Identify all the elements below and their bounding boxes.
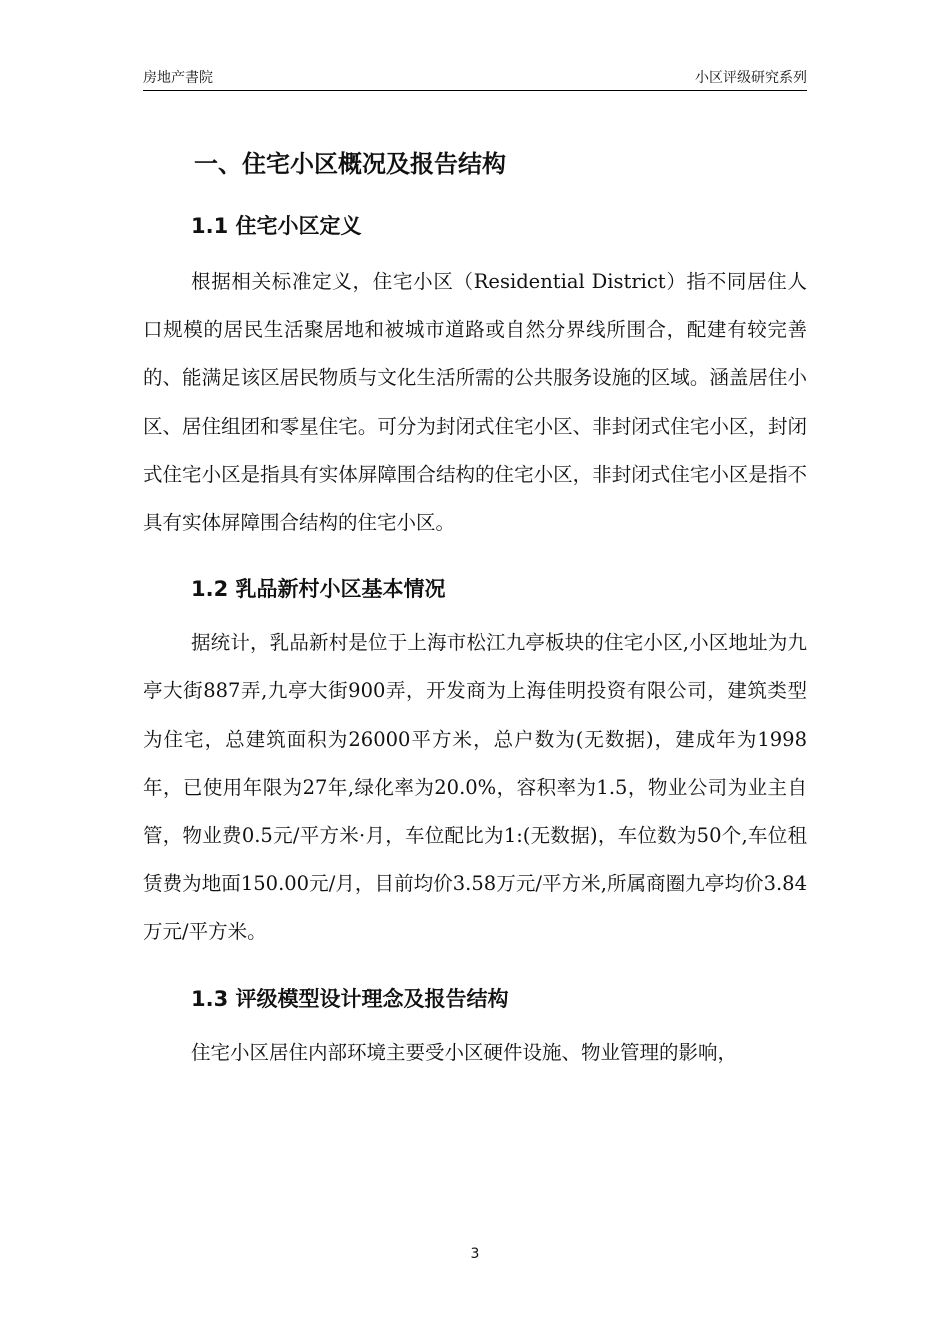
chapter-title: 一、住宅小区概况及报告结构 (194, 150, 506, 178)
page-number: 3 (470, 1246, 480, 1262)
section-1-3-paragraph: 住宅小区居住内部环境主要受小区硬件设施、物业管理的影响， (191, 1040, 738, 1064)
section-title-1-3: 1.3 评级模型设计理念及报告结构 (191, 986, 509, 1011)
section-title-1-1: 1.1 住宅小区定义 (191, 214, 362, 238)
header-series-title: 小区评级研究系列 (695, 70, 807, 86)
section-title-1-2: 1.2 乳品新村小区基本情况 (191, 577, 446, 602)
section-1-1-paragraph: 根据相关标准定义，住宅小区（Residential District）指不同居住人口规模的居民生活聚居地和被城市道路或自然分界线所围合，配建有较完善的、能满足该区居民物质与文化生活所需的公共服务设施的区域。涵盖居住小区、居住组团和零星住宅。可分为封闭式住宅小区、非封闭式住宅小区，封闭式住宅小区是指具有实体屏障围合结构的住宅小区，非封闭式住宅小区是指不具有实体屏障围合结构的住宅小区。 (143, 270, 807, 535)
header-publisher: 房地产書院 (143, 70, 213, 86)
page-header (143, 66, 807, 91)
section-1-2-paragraph: 据统计，乳品新村是位于上海市松江九亭板块的住宅小区,小区地址为九亭大街887弄,九亭大街900弄，开发商为上海佳明投资有限公司，建筑类型为住宅，总建筑面积为26000平方米，总户数为(无数据)，建成年为1998年，已使用年限为27年,绿化率为20.0%，容积率为1.5，物业公司为业主自管，物业费0.5元/平方米·月，车位配比为1:(无数据)，车位数为50个,车位租赁费为地面150.00元/月，目前均价3.58万元/平方米,所属商圈九亭均价3.84万元/平方米。 (143, 631, 807, 944)
page-content (143, 140, 807, 1077)
